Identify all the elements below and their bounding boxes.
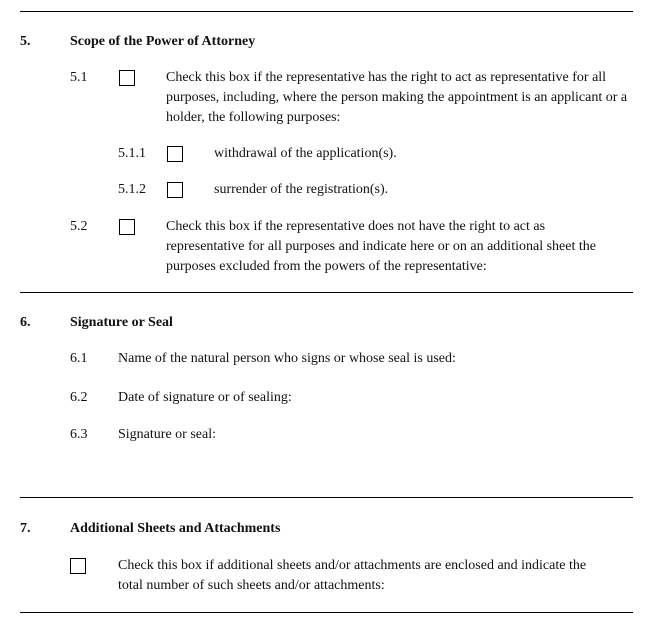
item-6-3-text: Signature or seal: <box>118 427 216 442</box>
section-6-number: 6. <box>20 315 31 330</box>
item-5-1-checkbox[interactable] <box>119 70 135 86</box>
bottom-divider <box>20 612 633 613</box>
item-5-1-2-checkbox[interactable] <box>167 182 183 198</box>
section-6-7-divider <box>20 497 633 498</box>
item-6-1-number: 6.1 <box>70 351 88 366</box>
section-6-title: Signature or Seal <box>70 315 173 330</box>
section-5-6-divider <box>20 292 633 293</box>
additional-sheets-checkbox[interactable] <box>70 558 86 574</box>
item-5-2-text: Check this box if the representative does not have the right to act as representative for all purposes and indicate here or on an additional sheet the purposes excluded from the powers of the representative: <box>166 219 596 274</box>
item-5-1-2-text: surrender of the registration(s). <box>214 182 389 197</box>
section-5-title: Scope of the Power of Attorney <box>70 34 256 49</box>
item-6-3-number: 6.3 <box>70 427 88 442</box>
item-6-2-number: 6.2 <box>70 390 88 405</box>
item-5-1-number: 5.1 <box>70 70 88 85</box>
section-7-number: 7. <box>20 521 31 536</box>
item-6-2-text: Date of signature or of sealing: <box>118 390 292 405</box>
item-5-2-number: 5.2 <box>70 219 88 234</box>
item-5-2-checkbox[interactable] <box>119 219 135 235</box>
item-5-1-1-checkbox[interactable] <box>167 146 183 162</box>
section-5-number: 5. <box>20 34 31 49</box>
item-5-1-2-number: 5.1.2 <box>118 182 146 197</box>
item-6-1-text: Name of the natural person who signs or whose seal is used: <box>118 351 456 366</box>
item-5-1-text: Check this box if the representative has the right to act as representative for all purposes, including, where the person making the appointment is an applicant or a holder, the following purposes: <box>166 70 628 125</box>
additional-sheets-text: Check this box if additional sheets and/or attachments are enclosed and indicate the total number of such sheets and/or attachments: <box>118 558 587 593</box>
item-5-1-1-number: 5.1.1 <box>118 146 146 161</box>
top-divider <box>20 11 633 12</box>
section-7-title: Additional Sheets and Attachments <box>70 521 281 536</box>
item-5-1-1-text: withdrawal of the application(s). <box>214 146 397 161</box>
